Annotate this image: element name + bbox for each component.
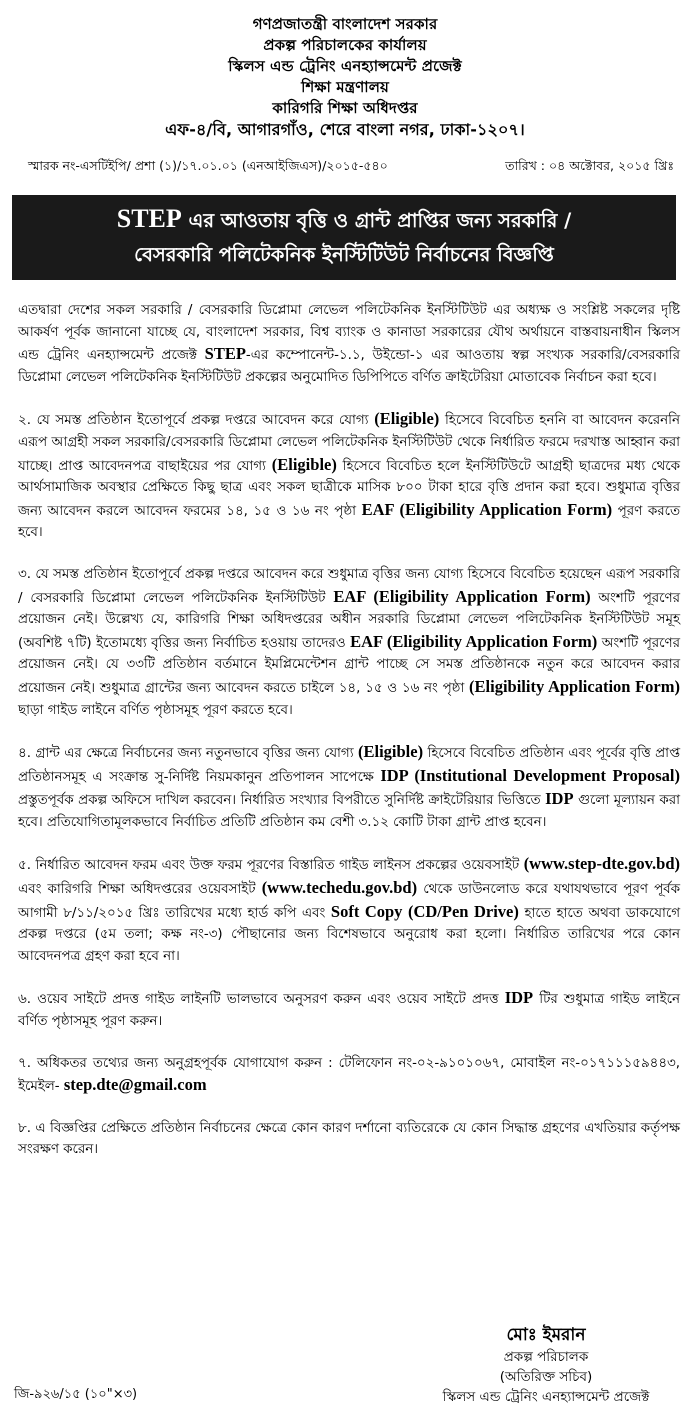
p4-bold: (Eligible) bbox=[358, 742, 424, 762]
p4-text: হিসেবে বিবেচিত প্রতিষ্ঠান এবং পূর্বের বৃত্তি প্রাপ্ত প্রতিষ্ঠানসমূহ এ সংক্রান্ত সু-নির্দিষ্ট নিয়মকানুন প্রতিপালন সাপেক্ষে bbox=[18, 746, 680, 785]
p5-text: এবং কারিগরি শিক্ষা অধিদপ্তরের ওয়েবসাইট bbox=[18, 882, 262, 898]
paragraph-7 bbox=[18, 1053, 680, 1098]
p2-bold: (Eligible) bbox=[374, 409, 440, 429]
paragraph-2 bbox=[18, 408, 680, 544]
p3-text: ৩. যে সমস্ত প্রতিষ্ঠান ইতোপূর্বে প্রকল্প দপ্তরে আবেদন করে শুধুমাত্র বৃত্তির জন্য যোগ্য হিসেবে বিবেচিত হয়েছেন এরূপ সরকারি / বেসরকারি ডিপ্লোমা লেভেল পলিটেকনিক ইনস্টিটিউট bbox=[18, 566, 680, 606]
paragraph-1 bbox=[18, 300, 680, 388]
p7-text: ৭. অধিকতর তথ্যের জন্য অনুগ্রহপূর্বক যোগাযোগ করুন : টেলিফোন নং-০২-৯১০১০৬৭, মোবাইল নং-০১৭১১১৫৯৪৪৩, ইমেইল- bbox=[18, 1055, 680, 1095]
banner-line-1 bbox=[18, 202, 670, 238]
paragraph-4 bbox=[18, 741, 680, 833]
directorate-website-link: (www.techedu.gov.bd) bbox=[261, 878, 418, 898]
p3-bold: EAF (Eligibility Application Form) bbox=[333, 586, 591, 606]
paragraph-6 bbox=[18, 987, 680, 1032]
header-line-office: প্রকল্প পরিচালকের কার্যালয় bbox=[263, 36, 427, 54]
p1-text: -এর কম্পোনেন্ট-১.১, উইন্ডো-১ এর আওতায় স্বল্প সংখ্যক সরকারি/বেসরকারি ডিপ্লোমা লেভেল পলিটেকনিক ইনস্টিটিউট প্রকল্পের অনুমোদিত ডিপিপিতে বর্ণিত ক্রাইটেরিয়া মোতাবেক নির্বাচন করা হবে। bbox=[18, 348, 681, 385]
contact-email: step.dte@gmail.com bbox=[63, 1075, 207, 1095]
signatory-rank: (অতিরিক্ত সচিব) bbox=[499, 1369, 593, 1385]
memo-date: তারিখ : ০৪ অক্টোবর, ২০১৫ খ্রিঃ bbox=[505, 158, 674, 173]
p5-text: ৫. নির্ধারিত আবেদন ফরম এবং উক্ত ফরম পূরণের বিস্তারিত গাইড লাইনস প্রকল্পের ওয়েবসাইট bbox=[18, 858, 524, 874]
p2-bold: EAF (Eligibility Application Form) bbox=[361, 499, 613, 519]
header-line-directorate: কারিগরি শিক্ষা অধিদপ্তর bbox=[272, 99, 418, 117]
p4-text: প্রস্তুতপূর্বক প্রকল্প অফিসে দাখিল করবেন। নির্ধারিত সংখ্যার বিপরীতে সুনির্দিষ্ট ক্রাইটেরিয়ার ভিত্তিতে bbox=[18, 793, 546, 809]
p1-bold: STEP bbox=[204, 344, 246, 364]
p3-text: অংশটি পূরণের প্রয়োজন নেই। যে ৩৩টি প্রতিষ্ঠান বর্তমানে ইমপ্লিমেন্টেশন গ্রান্ট পাচ্ছে সে সমস্ত প্রতিষ্ঠানকে নতুন করে আবেদন করার প্রয়োজন নেই। শুধুমাত্র গ্রান্টের জন্য আবেদন করতে চাইলে ১৪, ১৫ ও ১৬ নং পৃষ্ঠা bbox=[18, 635, 680, 696]
p6-text: ৬. ওয়েব সাইটে প্রদত্ত গাইড লাইনটি ভালভাবে অনুসরণ করুন এবং ওয়েব সাইটে প্রদত্ত bbox=[18, 992, 505, 1008]
p2-bold: (Eligible) bbox=[271, 454, 337, 474]
banner-line-2: বেসরকারি পলিটেকনিক ইনস্টিটিউট নির্বাচনের বিজ্ঞপ্তি bbox=[134, 243, 554, 266]
project-website-link: (www.step-dte.gov.bd) bbox=[523, 854, 680, 874]
p4-bold: IDP (Institutional Development Proposal) bbox=[380, 765, 681, 785]
header-line-government: গণপ্রজাতন্ত্রী বাংলাদেশ সরকার bbox=[252, 15, 438, 33]
p8-text: ৮. এ বিজ্ঞপ্তির প্রেক্ষিতে প্রতিষ্ঠান নির্বাচনের ক্ষেত্রে কোন কারণ দর্শানো ব্যতিরেকে যে কোন সিদ্ধান্ত গ্রহণের এখতিয়ার কর্তৃপক্ষ সংরক্ষণ করেন। bbox=[18, 1120, 680, 1158]
paragraph-3 bbox=[18, 564, 680, 721]
signatory-name: মোঃ ইমরান bbox=[506, 1325, 586, 1345]
paragraph-8 bbox=[18, 1118, 680, 1161]
p3-text: অংশটি পূরণের প্রয়োজন নেই। উল্লেখ্য যে, কারিগরি শিক্ষা অধিদপ্তরের অধীন সরকারি ডিপ্লোমা লেভেল পলিটেকনিক ইনস্টিটিউট সমূহ (অবশিষ্ট ৭টি) ইতোমধ্যে বৃত্তির জন্য নির্বাচিত হওয়ায় তাদেরও bbox=[18, 590, 680, 651]
p2-text: ২. যে সমস্ত প্রতিষ্ঠান ইতোপূর্বে প্রকল্প দপ্তরে আবেদন করে যোগ্য bbox=[18, 413, 375, 429]
office-header bbox=[10, 0, 680, 140]
p3-text: ছাড়া গাইড লাইনে বর্ণিত পৃষ্ঠাসমূহ পূরণ করতে হবে। bbox=[18, 702, 293, 718]
p6-bold: IDP bbox=[504, 988, 534, 1008]
p2-text: হিসেবে বিবেচিত হলে ইনস্টিটিউটে আগ্রহী ছাত্রদের মধ্য থেকে আর্থসামাজিক অবস্থার প্রেক্ষিতে কিছু ছাত্র এবং সকল ছাত্রীকে মাসিক ৮০০ টাকা হারে বৃত্তি প্রদান করা হবে। শুধুমাত্র বৃত্তির জন্য আবেদন করলে আবেদন ফরমের ১৪, ১৫ ও ১৬ নং পৃষ্ঠা bbox=[18, 458, 680, 519]
p3-bold: (Eligibility Application Form) bbox=[469, 676, 680, 696]
p4-bold: IDP bbox=[545, 789, 574, 809]
p4-text: ৪. গ্রান্ট এর ক্ষেত্রে নির্বাচনের জন্য নতুনভাবে বৃত্তির জন্য যোগ্য bbox=[18, 746, 358, 762]
p4-text: গুলো মূল্যায়ন করা হবে। প্রতিযোগিতামূলকভাবে নির্বাচিত প্রতিটি প্রতিষ্ঠান কম বেশী ৩.১২ কোটি টাকা গ্রান্ট প্রাপ্ত হবেন। bbox=[18, 793, 680, 830]
p5-text: থেকে ডাউনলোড করে যথাযথভাবে পূরণ পূর্বক আগামী ৮/১১/২০১৫ খ্রিঃ তারিখের মধ্যে হার্ড কপি এবং bbox=[18, 882, 680, 921]
banner-line-1-text: এর আওতায় বৃত্তি ও গ্রান্ট প্রাপ্তির জন্য সরকারি / bbox=[181, 209, 572, 232]
notice-title-banner bbox=[12, 195, 676, 280]
memo-row bbox=[10, 158, 680, 178]
p1-text: এতদ্বারা দেশের সকল সরকারি / বেসরকারি ডিপ্লোমা লেভেল পলিটেকনিক ইনস্টিটিউট এর অধ্যক্ষ ও সংশ্লিষ্ট সকলের দৃষ্টি আকর্ষণ পূর্বক জানানো যাচ্ছে যে, বাংলাদেশ সরকার, বিশ্ব ব্যাংক ও কানাডা সরকারের যৌথ অর্থায়নে বাস্তবায়নাধীন স্কিলস এন্ড ট্রেনিং এনহ্যান্সমেন্ট প্রজেক্ট bbox=[18, 303, 680, 364]
signatory-project: স্কিলস এন্ড ট্রেনিং এনহ্যান্সমেন্ট প্রজেক্ট bbox=[442, 1389, 650, 1405]
signatory-designation: প্রকল্প পরিচালক bbox=[503, 1349, 589, 1365]
header-line-address: এফ-৪/বি, আগারগাঁও, শেরে বাংলা নগর, ঢাকা-১২০৭। bbox=[165, 120, 525, 139]
header-line-ministry: শিক্ষা মন্ত্রণালয় bbox=[301, 78, 389, 96]
p2-text: হিসেবে বিবেচিত হননি বা আবেদন করেননি এরূপ আগ্রহী সকল সরকারি/বেসরকারি ডিপ্লোমা লেভেল পলিটেকনিক ইনস্টিটিউট থেকে নির্ধারিত ফরমে দরখাস্ত আহ্বান করা যাচ্ছে। প্রাপ্ত আবেদনপত্র বাছাইয়ের পর যোগ্য bbox=[18, 413, 680, 474]
p6-text: টির শুধুমাত্র গাইড লাইনে বর্ণিত পৃষ্ঠাসমূহ পূরণ করুন। bbox=[18, 992, 680, 1030]
paragraph-5 bbox=[18, 853, 680, 967]
signature-block bbox=[416, 1323, 676, 1407]
banner-step-acronym: STEP bbox=[116, 204, 182, 233]
notice-body bbox=[10, 300, 680, 1161]
p5-bold: Soft Copy (CD/Pen Drive) bbox=[330, 901, 519, 921]
header-line-project: স্কিলস এন্ড ট্রেনিং এনহ্যান্সমেন্ট প্রজেক্ট bbox=[228, 57, 462, 75]
p5-text: হাতে হাতে অথবা ডাকযোগে প্রকল্প দপ্তরে (৫ম তলা; কক্ষ নং-৩) পৌছানোর জন্য বিশেষভাবে অনুরোধ করা হলো। নির্ধারিত তারিখের পরে কোন আবেদনপত্র গ্রহণ করা হবে না। bbox=[18, 905, 680, 964]
p2-text: পূরণ করতে হবে। bbox=[18, 503, 680, 541]
publication-code: জি-৯২৬/১৫ (১০"×৩) bbox=[14, 1387, 138, 1402]
p3-bold: EAF (Eligibility Application Form) bbox=[350, 631, 598, 651]
memo-number: স্মারক নং-এসটিইপি/ প্রশা (১)/১৭.০১.০১ (এনআইজিএস)/২০১৫-৫৪০ bbox=[28, 158, 388, 173]
